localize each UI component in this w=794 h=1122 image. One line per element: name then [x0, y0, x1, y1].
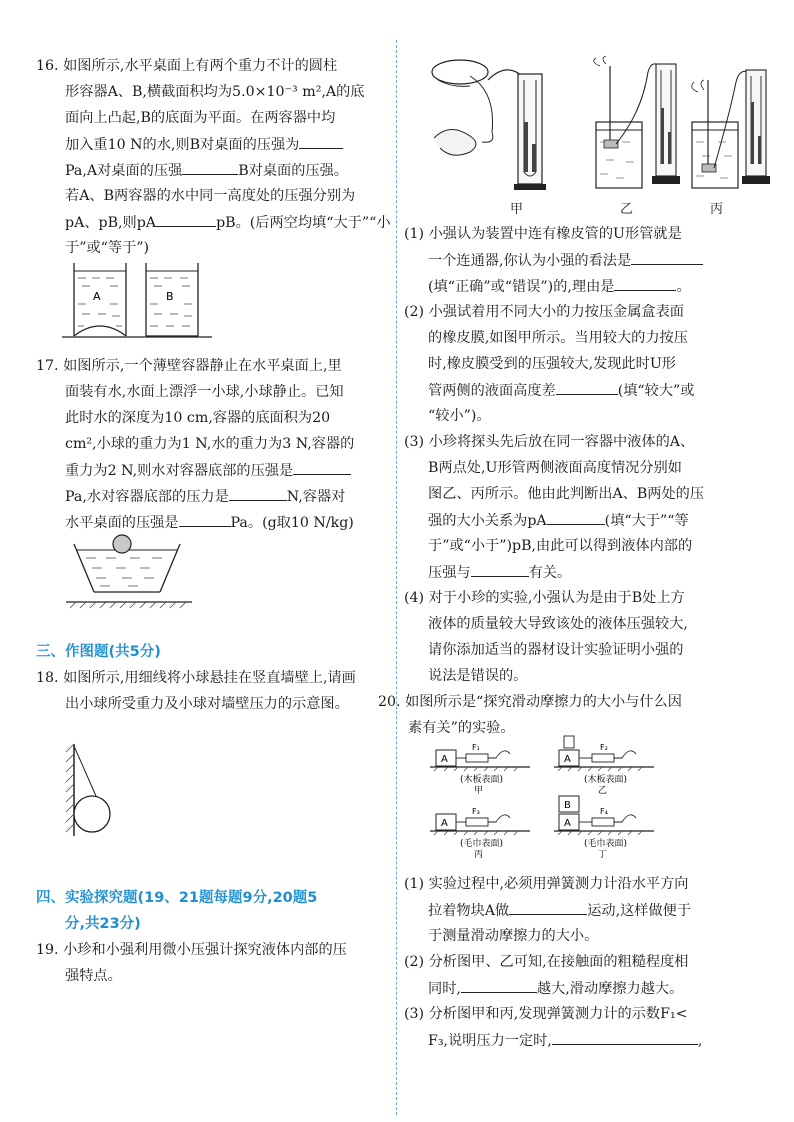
surface-label: (毛巾表面) — [584, 839, 628, 849]
q16-containers-figure — [62, 258, 232, 340]
figure-jia — [430, 743, 530, 796]
q20-friction-figures — [430, 730, 710, 872]
surface-label: (木板表面) — [584, 775, 628, 785]
q20-line-2: 素有关”的实验。 — [408, 720, 515, 736]
block-b-label: B — [564, 800, 571, 811]
figure-yi — [554, 736, 654, 796]
q19-sub2-line-3: 时,橡皮膜受到的压强较大,发现此时U形 — [428, 356, 676, 372]
section-3-title: 三、作图题(共5分) — [36, 644, 161, 660]
q20-sub1-line-2 — [428, 900, 691, 921]
q19-sub3-line-6 — [428, 562, 571, 583]
q19-pressure-gauge-figure — [430, 52, 770, 200]
surface-label: (木板表面) — [460, 775, 504, 785]
answer-blank[interactable] — [471, 562, 529, 577]
answer-blank[interactable] — [509, 900, 587, 915]
hanging-ball — [74, 796, 110, 832]
q16-line-7 — [65, 212, 391, 233]
answer-blank[interactable] — [547, 510, 605, 525]
q19-line-2: 强特点。 — [65, 968, 122, 984]
fig-label: 甲 — [474, 786, 484, 796]
q16-line-2: 形容器A、B,横截面积均为5.0×10⁻³ m²,A的底 — [65, 84, 365, 100]
force-label: F₄ — [600, 807, 608, 816]
q16-line-6: 若A、B两容器的水中同一高度处的压强分别为 — [65, 188, 356, 204]
answer-blank[interactable] — [552, 1030, 698, 1045]
q17-line-6 — [65, 486, 345, 507]
q19-text: 。 — [676, 279, 691, 295]
q18-line-1: 18. 如图所示,用细线将小球悬挂在竖直墙壁上,请画 — [36, 670, 356, 686]
answer-blank[interactable] — [179, 512, 231, 527]
block-a-label: A — [441, 754, 448, 765]
fig-label: 丁 — [598, 850, 608, 860]
q20-sub2-line-2 — [428, 978, 683, 999]
q20-sub1-line-1: (1) 实验过程中,必须用弹簧测力计沿水平方向 — [404, 876, 689, 892]
fig-label: 丙 — [474, 850, 484, 860]
q19-sub3-line-5: 于”或“小于”)pB,由此可以得到液体内部的 — [428, 538, 693, 554]
q19-text: (填“较大”或 — [617, 383, 695, 399]
q19-text: 强的大小关系为pA — [428, 513, 547, 529]
q17-text: 重力为2 N,则水对容器底部的压强是 — [65, 463, 294, 479]
answer-blank[interactable] — [556, 380, 618, 395]
answer-blank[interactable] — [614, 276, 676, 291]
q17-line-3: 此时水的深度为10 cm,容器的底面积为20 — [65, 410, 331, 426]
q17-text: N,容器对 — [286, 489, 346, 505]
q16-line-5 — [65, 160, 348, 181]
q20-text: 同时, — [428, 981, 461, 997]
q19-sub4-line-1: (4) 对于小珍的实验,小强认为是由于B处上方 — [404, 590, 685, 606]
q19-sub3-line-3: 图乙、丙所示。他由此判断出A、B两处的压 — [428, 486, 705, 502]
q17-line-5 — [65, 460, 351, 481]
q19-text: 压强与 — [428, 565, 471, 581]
q19-text: 管两侧的液面高度差 — [428, 383, 556, 399]
figure-bing — [692, 70, 770, 188]
q16-text: pA、pB,则pA — [65, 215, 157, 231]
block-a-label: A — [441, 818, 448, 829]
q20-text: F₃,说明压力一定时, — [428, 1033, 552, 1049]
figure-ding — [554, 796, 654, 860]
q19-sub2-line-2: 的橡皮膜,如图甲所示。当用较大的力按压 — [428, 330, 688, 346]
q18-line-2: 出小球所受重力及小球对墙壁压力的示意图。 — [65, 696, 349, 712]
figure-jia — [432, 60, 546, 190]
answer-blank[interactable] — [631, 250, 703, 265]
force-label: F₃ — [472, 807, 480, 816]
section-4-title-line-1: 四、实验探究题(19、21题每题9分,20题5 — [36, 890, 318, 906]
q16-text: 加入重10 N的水,则B对桌面的压强为 — [65, 137, 300, 153]
q17-container-figure — [66, 530, 216, 610]
fig-label: 乙 — [598, 786, 608, 796]
force-label: F₁ — [472, 743, 480, 752]
q20-sub2-line-1: (2) 分析图甲、乙可知,在接触面的粗糙程度相 — [404, 954, 689, 970]
answer-blank[interactable] — [156, 212, 216, 227]
q20-text: 越大,滑动摩擦力越大。 — [536, 981, 684, 997]
q16-text: B对桌面的压强。 — [238, 163, 348, 179]
figure-bing — [430, 807, 530, 860]
q16-line-3: 面向上凸起,B的底面为平面。在两容器中均 — [65, 110, 336, 126]
q19-sub1-line-1: (1) 小强认为装置中连有橡皮管的U形管就是 — [404, 226, 682, 242]
container-a-label: A — [93, 290, 101, 303]
q17-line-4: cm²,小球的重力为1 N,水的重力为3 N,容器的 — [65, 436, 355, 452]
q19-text: 有关。 — [528, 565, 572, 581]
q17-line-2: 面装有水,水面上漂浮一小球,小球静止。已知 — [65, 384, 344, 400]
fig-label-bing: 丙 — [710, 202, 724, 217]
q19-sub4-line-3: 请你添加适当的器材设计实验证明小强的 — [428, 642, 684, 658]
block-a-label: A — [564, 754, 571, 765]
figure-yi — [594, 56, 680, 188]
q19-sub2-line-1: (2) 小强试着用不同大小的力按压金属盒表面 — [404, 304, 684, 320]
container-b-label: B — [166, 290, 174, 303]
block-a-label: A — [564, 818, 571, 829]
q19-text: 一个连通器,你认为小强的看法是 — [428, 253, 632, 269]
q20-text: , — [697, 1033, 703, 1049]
q19-sub1-line-2 — [428, 250, 703, 271]
floating-ball — [113, 535, 131, 553]
q18-hanging-ball-figure — [60, 740, 150, 840]
q19-sub1-line-3 — [428, 276, 691, 297]
answer-blank[interactable] — [293, 460, 351, 475]
surface-label: (毛巾表面) — [460, 839, 504, 849]
q19-sub2-line-4 — [428, 380, 695, 401]
q19-text: (填“大于”“等 — [604, 513, 689, 529]
q19-line-1: 19. 小珍和小强利用微小压强计探究液体内部的压 — [36, 942, 347, 958]
q19-sub3-line-1: (3) 小珍将探头先后放在同一容器中液体的A、 — [404, 434, 695, 450]
q20-sub1-line-3: 于测量滑动摩擦力的大小。 — [428, 928, 599, 944]
q16-text: pB。(后两空均填“大于”“小 — [216, 215, 391, 231]
q19-sub2-line-5: “较小”)。 — [428, 408, 491, 424]
q16-line-4 — [65, 134, 343, 155]
q16-line-8: 于”或“等于”) — [65, 240, 150, 256]
fig-label-jia: 甲 — [510, 202, 524, 217]
q16-line-1: 16. 如图所示,水平桌面上有两个重力不计的圆柱 — [36, 58, 338, 74]
q19-sub4-line-2: 液体的质量较大导致该处的液体压强较大, — [428, 616, 688, 632]
q19-sub3-line-2: B两点处,U形管两侧液面高度情况分别如 — [428, 460, 682, 476]
fig-label-yi: 乙 — [620, 202, 634, 217]
answer-blank[interactable] — [182, 160, 238, 175]
q20-text: 拉着物块A做 — [428, 903, 510, 919]
answer-blank[interactable] — [461, 978, 537, 993]
q19-sub4-line-4: 说法是错误的。 — [428, 668, 528, 684]
force-label: F₂ — [600, 743, 608, 752]
q17-text: 水平桌面的压强是 — [65, 515, 179, 531]
answer-blank[interactable] — [299, 134, 343, 149]
q19-sub3-line-4 — [428, 510, 689, 531]
q17-text: Pa,水对容器底部的压力是 — [65, 489, 229, 505]
q20-sub3-line-1: (3) 分析图甲和丙,发现弹簧测力计的示数F₁< — [404, 1006, 688, 1022]
q20-line-1: 20. 如图所示是“探究滑动摩擦力的大小与什么因 — [378, 694, 682, 710]
q20-sub3-line-2 — [428, 1030, 702, 1051]
q20-text: 运动,这样做便于 — [587, 903, 692, 919]
q17-line-1: 17. 如图所示,一个薄壁容器静止在水平桌面上,里 — [36, 358, 342, 374]
q16-text: Pa,A对桌面的压强 — [65, 163, 183, 179]
column-divider — [396, 40, 397, 1115]
q19-text: (填“正确”或“错误”)的,理由是 — [428, 279, 615, 295]
q17-text: Pa。(g取10 N/kg) — [230, 515, 354, 531]
answer-blank[interactable] — [229, 486, 287, 501]
section-4-title-line-2: 分,共23分) — [65, 916, 141, 932]
